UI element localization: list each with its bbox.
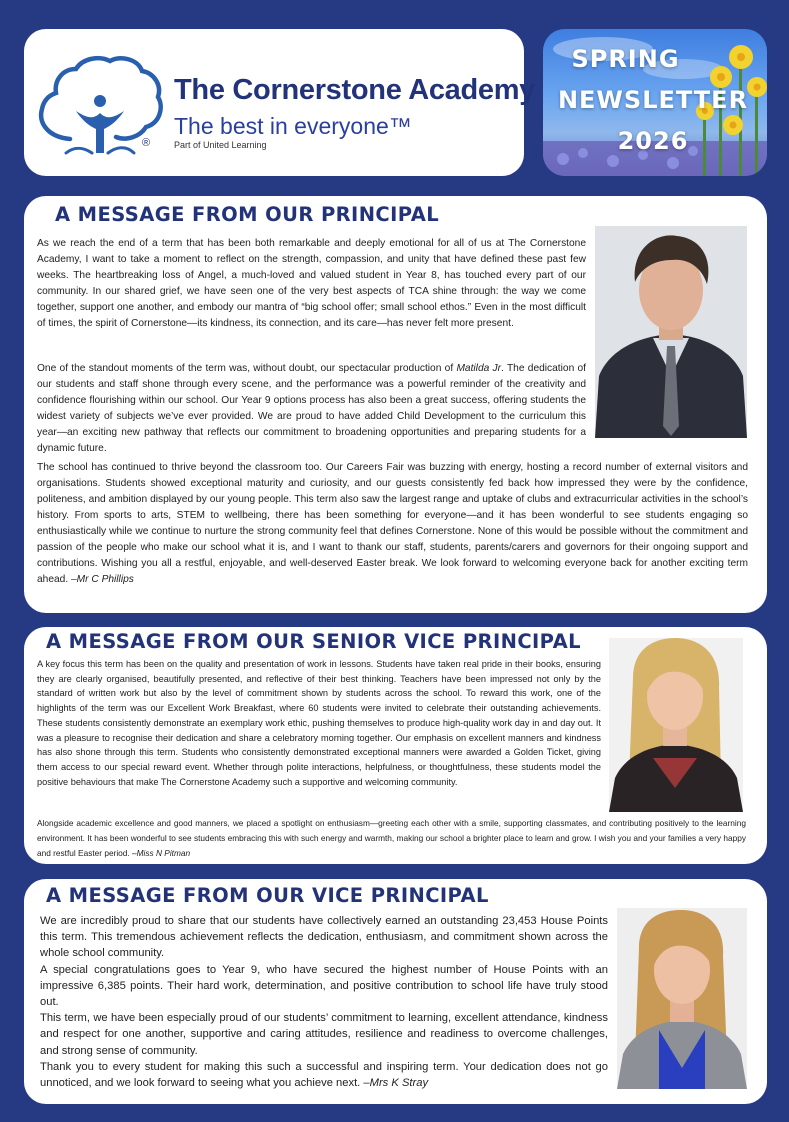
senior-vice-principal-paragraph-1: A key focus this term has been on the quality and presentation of work in lessons. Students have taken real pride in their books, ensuring they are clearly organised, beautifully presented, and reflective of their best thinking. Teachers have been impressed not only by the standard of written work but also by the level of commitment shown by students across the school. To reward this work, one of the highlights of the term was our Excellent Work Breakfast, where 60 students were invited to celebrate their outstanding achievements. These students consistently demonstrate an exemplary work ethic, pushing themselves to produce high-quality work day in and day out. It was a pleasure to recognise their dedication and share a celebratory morning together. Our emphasis on excellent manners and kindness has also shone through this term. Students who consistently demonstrated exceptional manners were awarded a Golden Ticket, giving them access to our special reward event. Whether through polite interactions, helpfulness, or thoughtfulness, these students model the positive behaviours that make The Cornerstone Academy such a supportive and welcoming community. [37,659,601,787]
vice-principal-text-block [40,913,608,1091]
spring-newsletter-banner [543,29,767,176]
principal-heading: A MESSAGE FROM OUR PRINCIPAL [55,203,440,226]
vice-principal-paragraph-2: A special congratulations goes to Year 9, who have secured the highest number of House Points with an impressive 6,385 points. Their hard work, determination, and positive contribution to school life have truly stood out. [40,963,608,1009]
school-tagline: The best in everyone™ [174,113,412,139]
part-of-text: Part of United Learning [174,140,267,150]
vice-principal-paragraph-3: This term, we have been especially proud of our students’ commitment to learning, excellent attendance, kindness and respect for one another, supportive and caring attitudes, resilience and readiness to overcome challenges, and strong sense of community. [40,1012,608,1057]
principal-paragraph-2: One of the standout moments of the term was, without doubt, our spectacular production of Matilda Jr. The dedication of our students and staff shone through every scene, and the performance was a powerful reminder of the creativity and confidence flourishing within our school. Our Year 9 options process has also been a great success, offering students the widest variety of subjects we’ve ever provided. We are proud to have added Child Development to the curriculum this year—an exciting new pathway that reflects our commitment to broadening opportunities and preparing students for a dynamic future. [37,363,587,454]
newsletter-title-line1: SPRING [571,45,680,73]
vice-principal-message-section [24,879,767,1104]
vice-principal-signature: –Mrs K Stray [363,1077,429,1090]
principal-message-section [24,196,767,613]
principal-paragraph-3: The school has continued to thrive beyond the classroom too. Our Careers Fair was buzzing with energy, hosting a record number of external visitors and organisations. Students showed exceptional maturity and curiosity, and our guests consistently fed back how impressed they were by the confidence, politeness, and ambition displayed by our young people. This term also saw the largest range and uptake of clubs and extracurricular activities in the school’s history. From sports to arts, STEM to wellbeing, there has been something for everyone—and it has been wonderful to see students engaging so enthusiastically while we continue to nurture the strong community feel that defines Cornerstone. None of this would be possible without the commitment and passion of the people who make our school what it is, and I want to thank our staff, students, parents/carers and governors for their ongoing support and contributions. Wishing you all a restful, enjoyable, and well-deserved Easter break. We look forward to welcoming everyone back for another exciting term ahead. –Mr C Phillips [37,462,748,585]
vice-principal-heading: A MESSAGE FROM OUR VICE PRINCIPAL [46,884,489,907]
senior-vice-principal-heading: A MESSAGE FROM OUR SENIOR VICE PRINCIPAL [46,630,581,653]
senior-vice-principal-signature: –Miss N Pitman [132,848,191,858]
vice-principal-paragraph-4: Thank you to every student for making this such a successful and inspiring term. Your dedication does not go unnoticed, and we look forward to seeing what you achieve next. –Mrs K Stray [40,1060,608,1090]
newsletter-title-line3: 2026 [617,127,689,155]
vice-principal-paragraph-1: We are incredibly proud to share that our students have collectively earned an outstanding 23,453 House Points this term. This tremendous achievement reflects the dedication, enthusiasm, and commitment shown across the whole school community. [40,915,608,960]
principal-signature: –Mr C Phillips [71,574,134,585]
senior-vice-principal-paragraph-2: Alongside academic excellence and good manners, we placed a spotlight on enthusiasm—greeting each other with a smile, supporting classmates, and contributing positively to the learning environment. It has been wonderful to see students embracing this with such energy and warmth, making our school a brighter place to learn and grow. I wish you and your families a very happy and restful Easter period. –Miss N Pitman [37,818,746,858]
newsletter-title-line2: NEWSLETTER [557,86,749,114]
principal-photo [595,226,747,438]
vice-principal-photo [617,908,747,1089]
principal-paragraph-1: As we reach the end of a term that has been both remarkable and deeply emotional for all of us at The Cornerstone Academy, I want to take a moment to reflect on the strength, compassion, and unity that have defined these past few weeks. The heartbreaking loss of Angel, a much-loved and valued student in Year 8, has touched every part of our community. In our shared grief, we have seen one of the very best aspects of TCA shine through: the way we come together, support one another, and embody our mantra of “big school offer; small school ethos.” Even in the most difficult of times, the spirit of Cornerstone—its kindness, its connection, and its care—has never felt more present. [37,238,586,329]
registered-mark: ® [142,137,151,149]
senior-vice-principal-photo [609,638,743,812]
senior-vice-principal-message-section [24,627,767,864]
school-logo-card [24,29,536,176]
school-name: The Cornerstone Academy [174,74,536,106]
